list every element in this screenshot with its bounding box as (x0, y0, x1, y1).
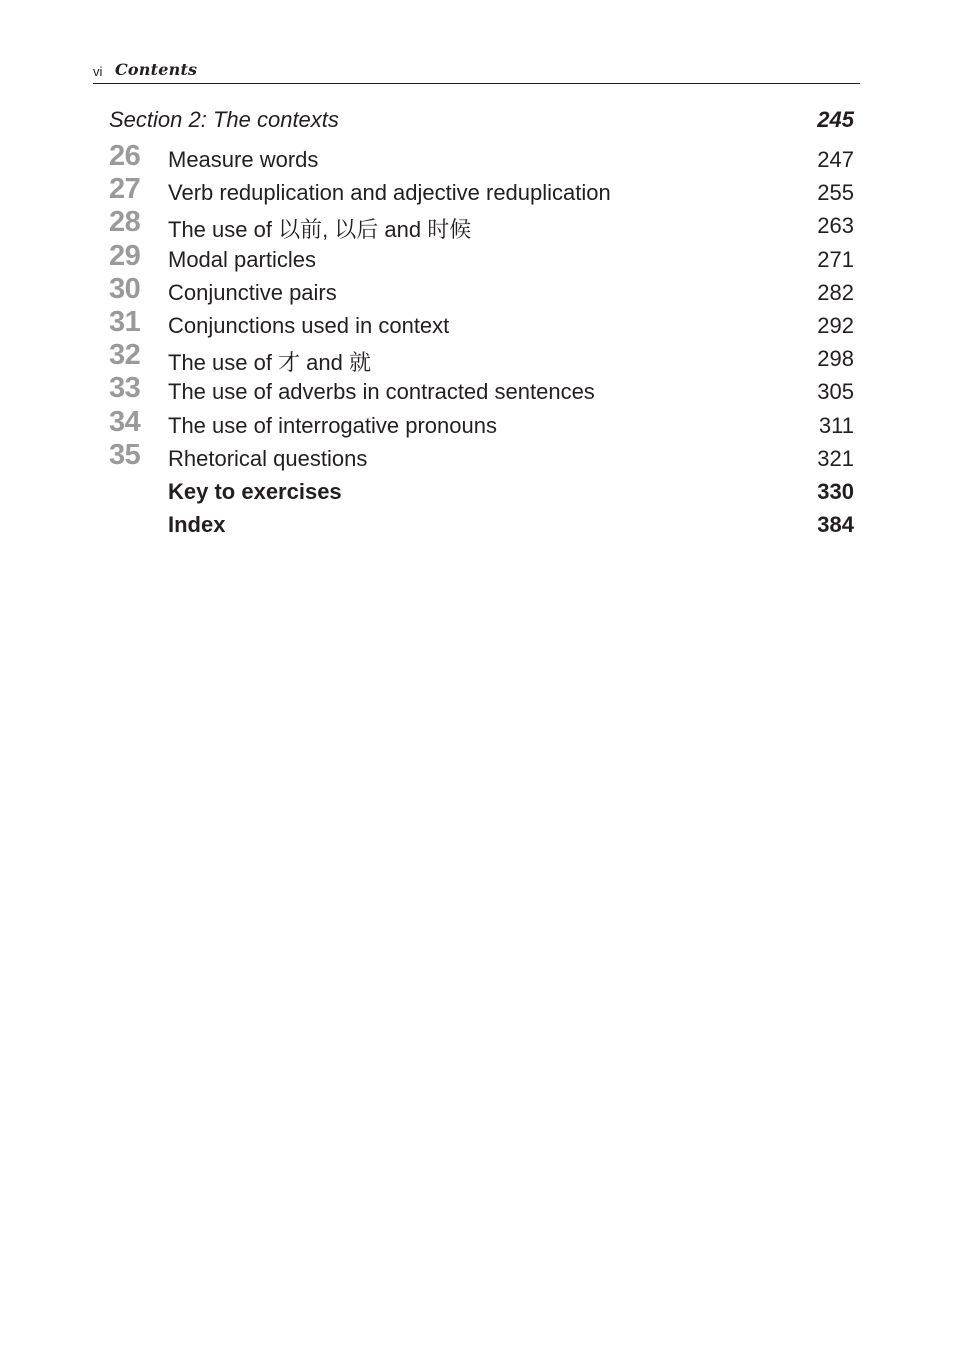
entry-title: Index (168, 512, 226, 538)
toc-entry[interactable] (109, 208, 854, 241)
chapter-title: The use of adverbs in contracted sentences (168, 379, 595, 405)
section-title: Section 2: The contexts (109, 107, 339, 132)
running-head (93, 60, 860, 84)
chapter-page: 311 (818, 412, 854, 438)
running-head-title: Contents (115, 60, 198, 79)
chapter-title: The use of 以前, 以后 and 时候 (168, 217, 472, 243)
toc-entry[interactable] (109, 175, 854, 208)
page-folio: vi (93, 64, 103, 79)
chapter-number: 26 (109, 140, 141, 172)
entry-page: 384 (817, 512, 854, 538)
chapter-page: 263 (817, 213, 854, 239)
toc-entry[interactable] (109, 239, 854, 275)
section-page-number: 245 (817, 107, 854, 132)
chapter-title: Conjunctions used in context (168, 312, 450, 338)
chapter-title: Rhetorical questions (168, 445, 368, 471)
entry-page: 330 (817, 478, 854, 504)
chapter-title: Modal particles (168, 246, 316, 272)
toc-entry-key-to-exercises[interactable] (109, 474, 854, 507)
chapter-page: 298 (817, 346, 854, 372)
chapter-page: 305 (817, 379, 854, 405)
section-heading (109, 107, 854, 135)
chapter-title: The use of interrogative pronouns (168, 412, 497, 438)
chapter-page: 247 (817, 147, 854, 172)
chapter-page: 321 (817, 445, 854, 471)
chapter-number: 32 (109, 339, 141, 372)
chapter-title: Conjunctive pairs (168, 279, 337, 305)
chapter-page: 282 (817, 279, 854, 305)
entry-title: Key to exercises (168, 478, 342, 504)
chapter-page: 271 (817, 246, 854, 272)
chapter-number: 34 (109, 405, 141, 438)
toc-entry[interactable] (109, 438, 854, 474)
chapter-number: 31 (109, 305, 141, 338)
chapter-page: 255 (817, 180, 854, 206)
chapter-number: 27 (109, 173, 141, 206)
toc-entry[interactable] (109, 405, 854, 441)
chapter-number: 35 (109, 438, 141, 471)
chapter-number: 28 (109, 206, 141, 239)
chapter-title: Verb reduplication and adjective reduplication (168, 180, 611, 206)
chapter-number: 30 (109, 272, 141, 305)
toc-entry[interactable] (109, 341, 854, 374)
toc-entry[interactable] (109, 374, 854, 407)
chapter-number: 33 (109, 372, 141, 405)
chapter-title: The use of 才 and 就 (168, 350, 371, 376)
table-of-contents (109, 142, 854, 540)
toc-entry[interactable] (109, 305, 854, 341)
toc-entry[interactable] (109, 142, 854, 175)
chapter-number: 29 (109, 239, 141, 272)
toc-entry-index[interactable] (109, 507, 854, 540)
chapter-page: 292 (817, 312, 854, 338)
toc-entry[interactable] (109, 272, 854, 308)
chapter-title: Measure words (168, 147, 319, 172)
